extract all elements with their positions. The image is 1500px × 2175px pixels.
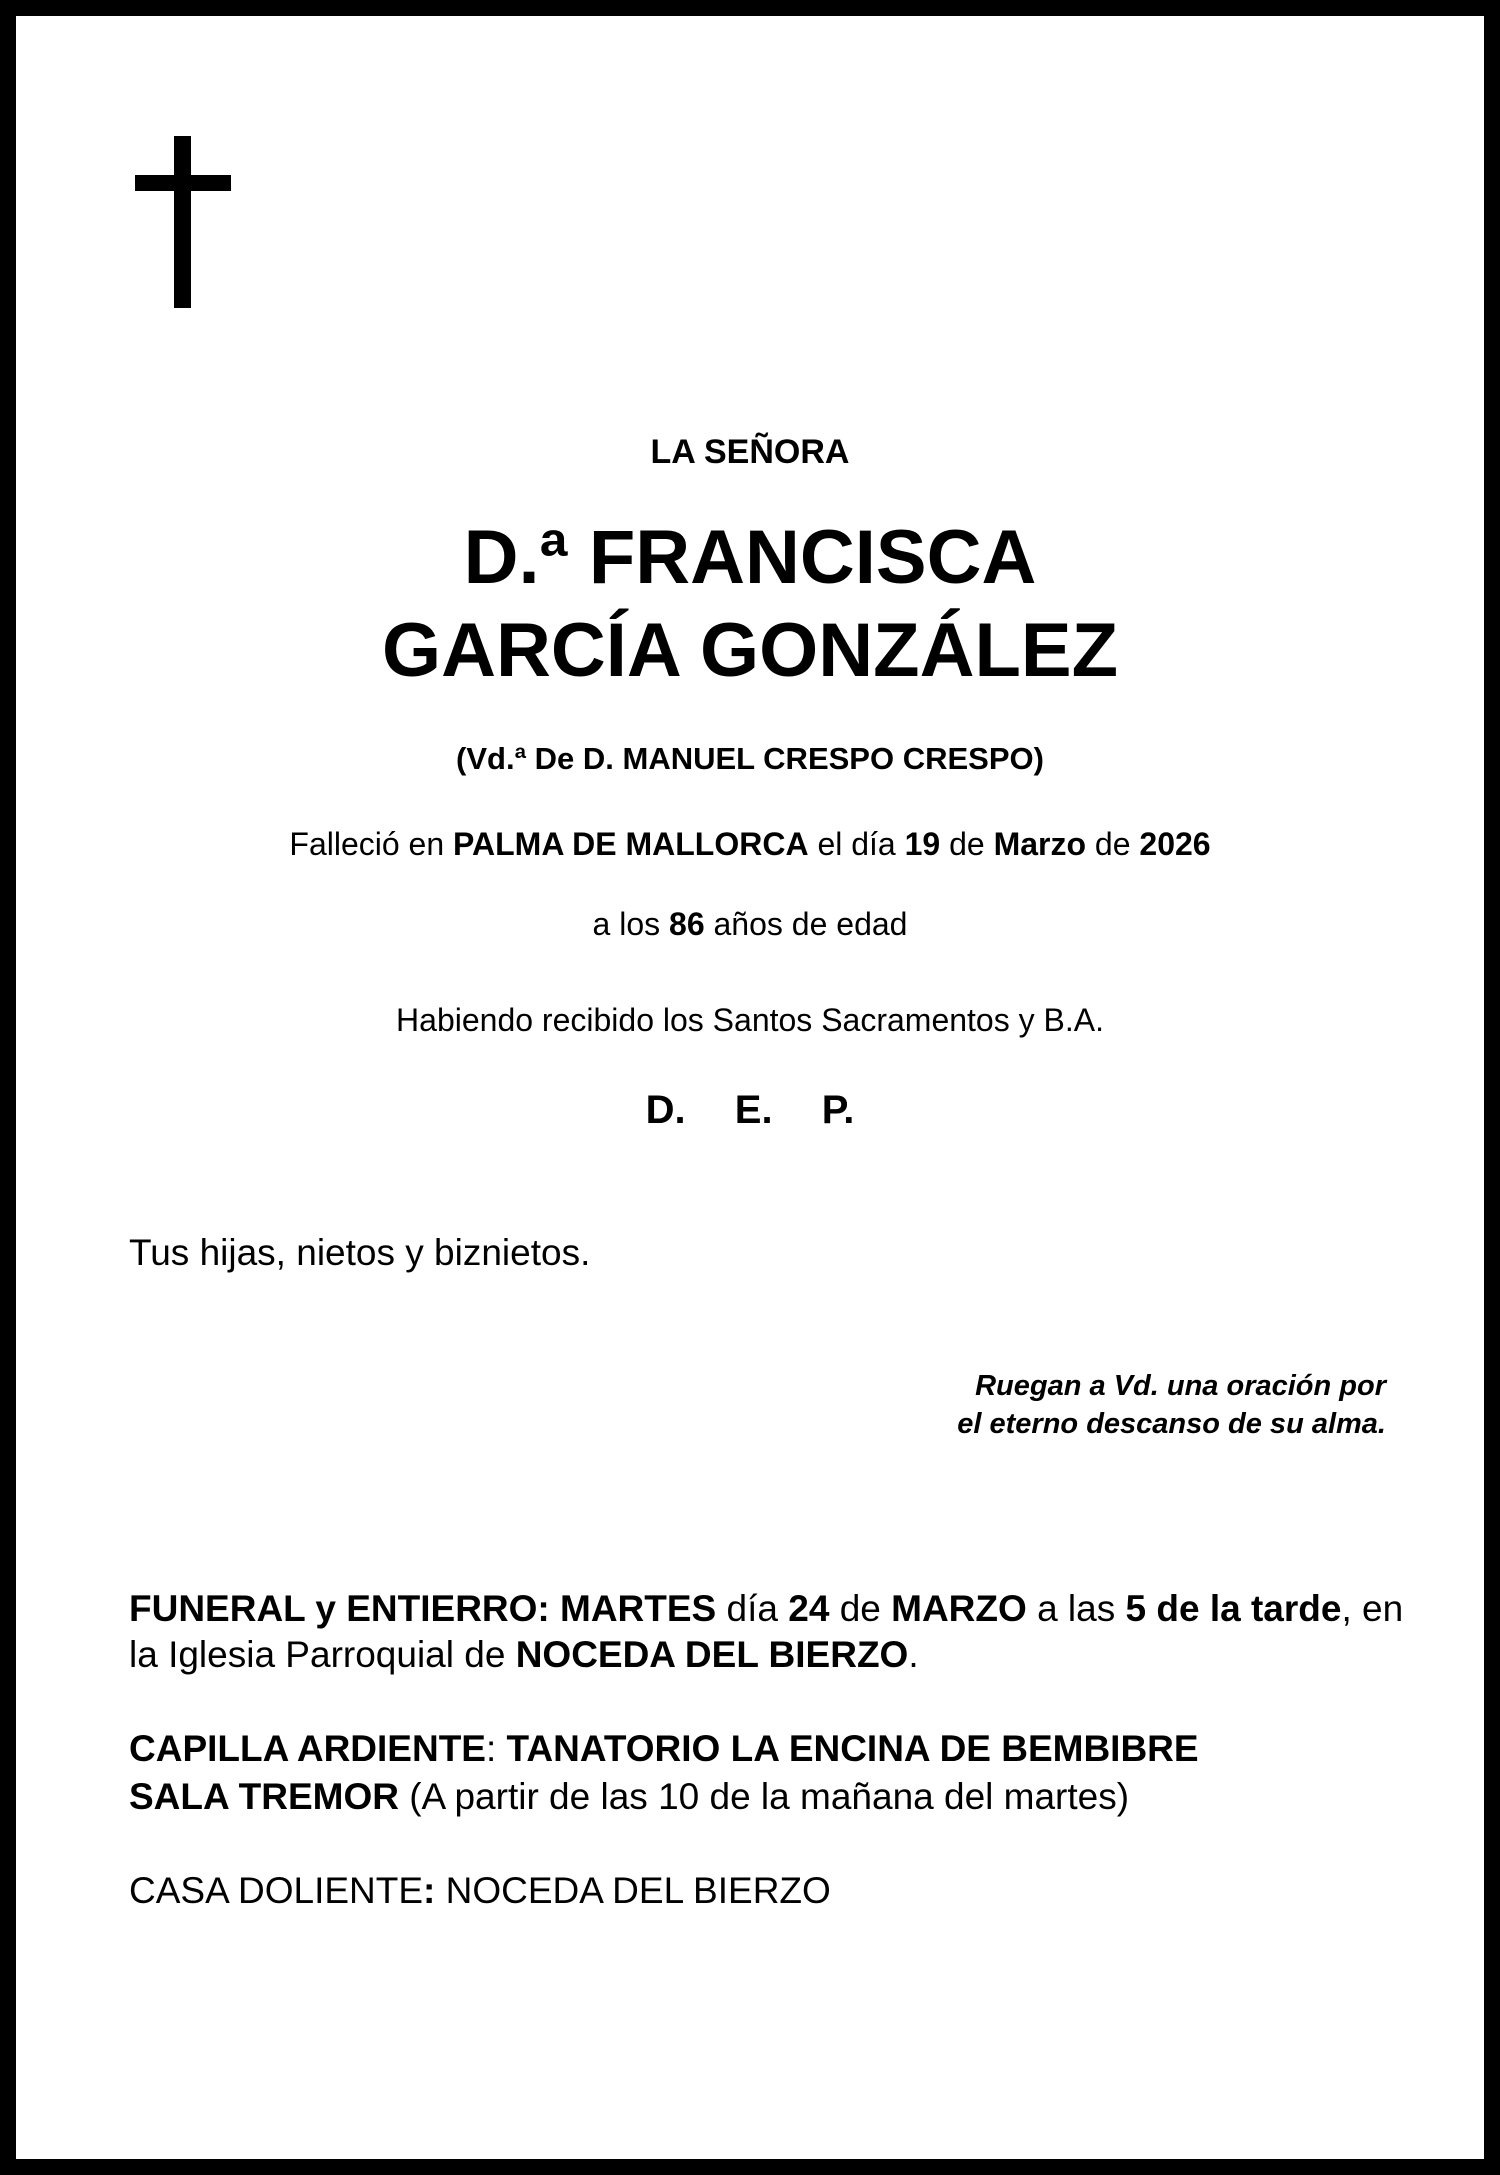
prayer-line2: el eterno descanso de su alma. xyxy=(957,1408,1386,1440)
chapel-place: TANATORIO LA ENCINA DE BEMBIBRE xyxy=(506,1728,1199,1769)
deceased-name-line2: GARCÍA GONZÁLEZ xyxy=(381,608,1119,693)
text: día xyxy=(726,1588,778,1629)
text: de xyxy=(1094,826,1131,862)
chapel-room: SALA TREMOR xyxy=(129,1776,399,1817)
age-line xyxy=(0,908,1500,940)
funeral-line2 xyxy=(129,1636,919,1673)
chapel-note: (A partir de las 10 de la mañana del martes) xyxy=(409,1776,1130,1817)
header-title: LA SEÑORA xyxy=(650,433,850,471)
church-place: NOCEDA DEL BIERZO xyxy=(515,1634,909,1675)
death-details xyxy=(0,828,1500,860)
funeral-day: 24 xyxy=(788,1588,830,1629)
text: , en xyxy=(1341,1588,1404,1629)
death-month: Marzo xyxy=(993,826,1087,862)
text: el día xyxy=(817,826,896,862)
deceased-name-line1: D.ª FRANCISCA xyxy=(463,515,1037,600)
funeral-label: FUNERAL y ENTIERRO: xyxy=(129,1588,550,1629)
rip: D. E. P. xyxy=(645,1088,855,1132)
funeral-time: 5 de la tarde xyxy=(1125,1588,1342,1629)
text: la Iglesia Parroquial de xyxy=(129,1634,506,1675)
funeral-month: MARZO xyxy=(891,1588,1027,1629)
age: 86 xyxy=(669,906,705,942)
death-place: PALMA DE MALLORCA xyxy=(453,826,809,862)
text: años de edad xyxy=(713,906,908,942)
text: a los xyxy=(592,906,661,942)
funeral-line1 xyxy=(129,1590,1403,1627)
text: Falleció en xyxy=(289,826,445,862)
death-day: 19 xyxy=(904,826,941,862)
text: . xyxy=(908,1634,919,1675)
text: a las xyxy=(1037,1588,1116,1629)
sacraments-line: Habiendo recibido los Santos Sacramentos y B.A. xyxy=(396,1002,1104,1038)
cross-icon-vertical xyxy=(174,136,191,308)
funeral-weekday: MARTES xyxy=(560,1588,717,1629)
house-place: NOCEDA DEL BIERZO xyxy=(445,1870,831,1911)
house-line xyxy=(129,1872,831,1909)
text: de xyxy=(949,826,985,862)
text: : xyxy=(423,1870,436,1911)
text: de xyxy=(839,1588,881,1629)
house-label: CASA DOLIENTE xyxy=(129,1870,424,1911)
text: : xyxy=(485,1728,497,1769)
chapel-line2 xyxy=(129,1778,1129,1815)
family-line: Tus hijas, nietos y biznietos. xyxy=(129,1232,591,1273)
chapel-label: CAPILLA ARDIENTE xyxy=(129,1728,486,1769)
prayer-line1: Ruegan a Vd. una oración por xyxy=(975,1370,1386,1402)
chapel-line1 xyxy=(129,1730,1199,1767)
death-year: 2026 xyxy=(1139,826,1211,862)
widow-of: (Vd.ª De D. MANUEL CRESPO CRESPO) xyxy=(456,741,1044,776)
cross-icon-horizontal xyxy=(135,175,231,191)
